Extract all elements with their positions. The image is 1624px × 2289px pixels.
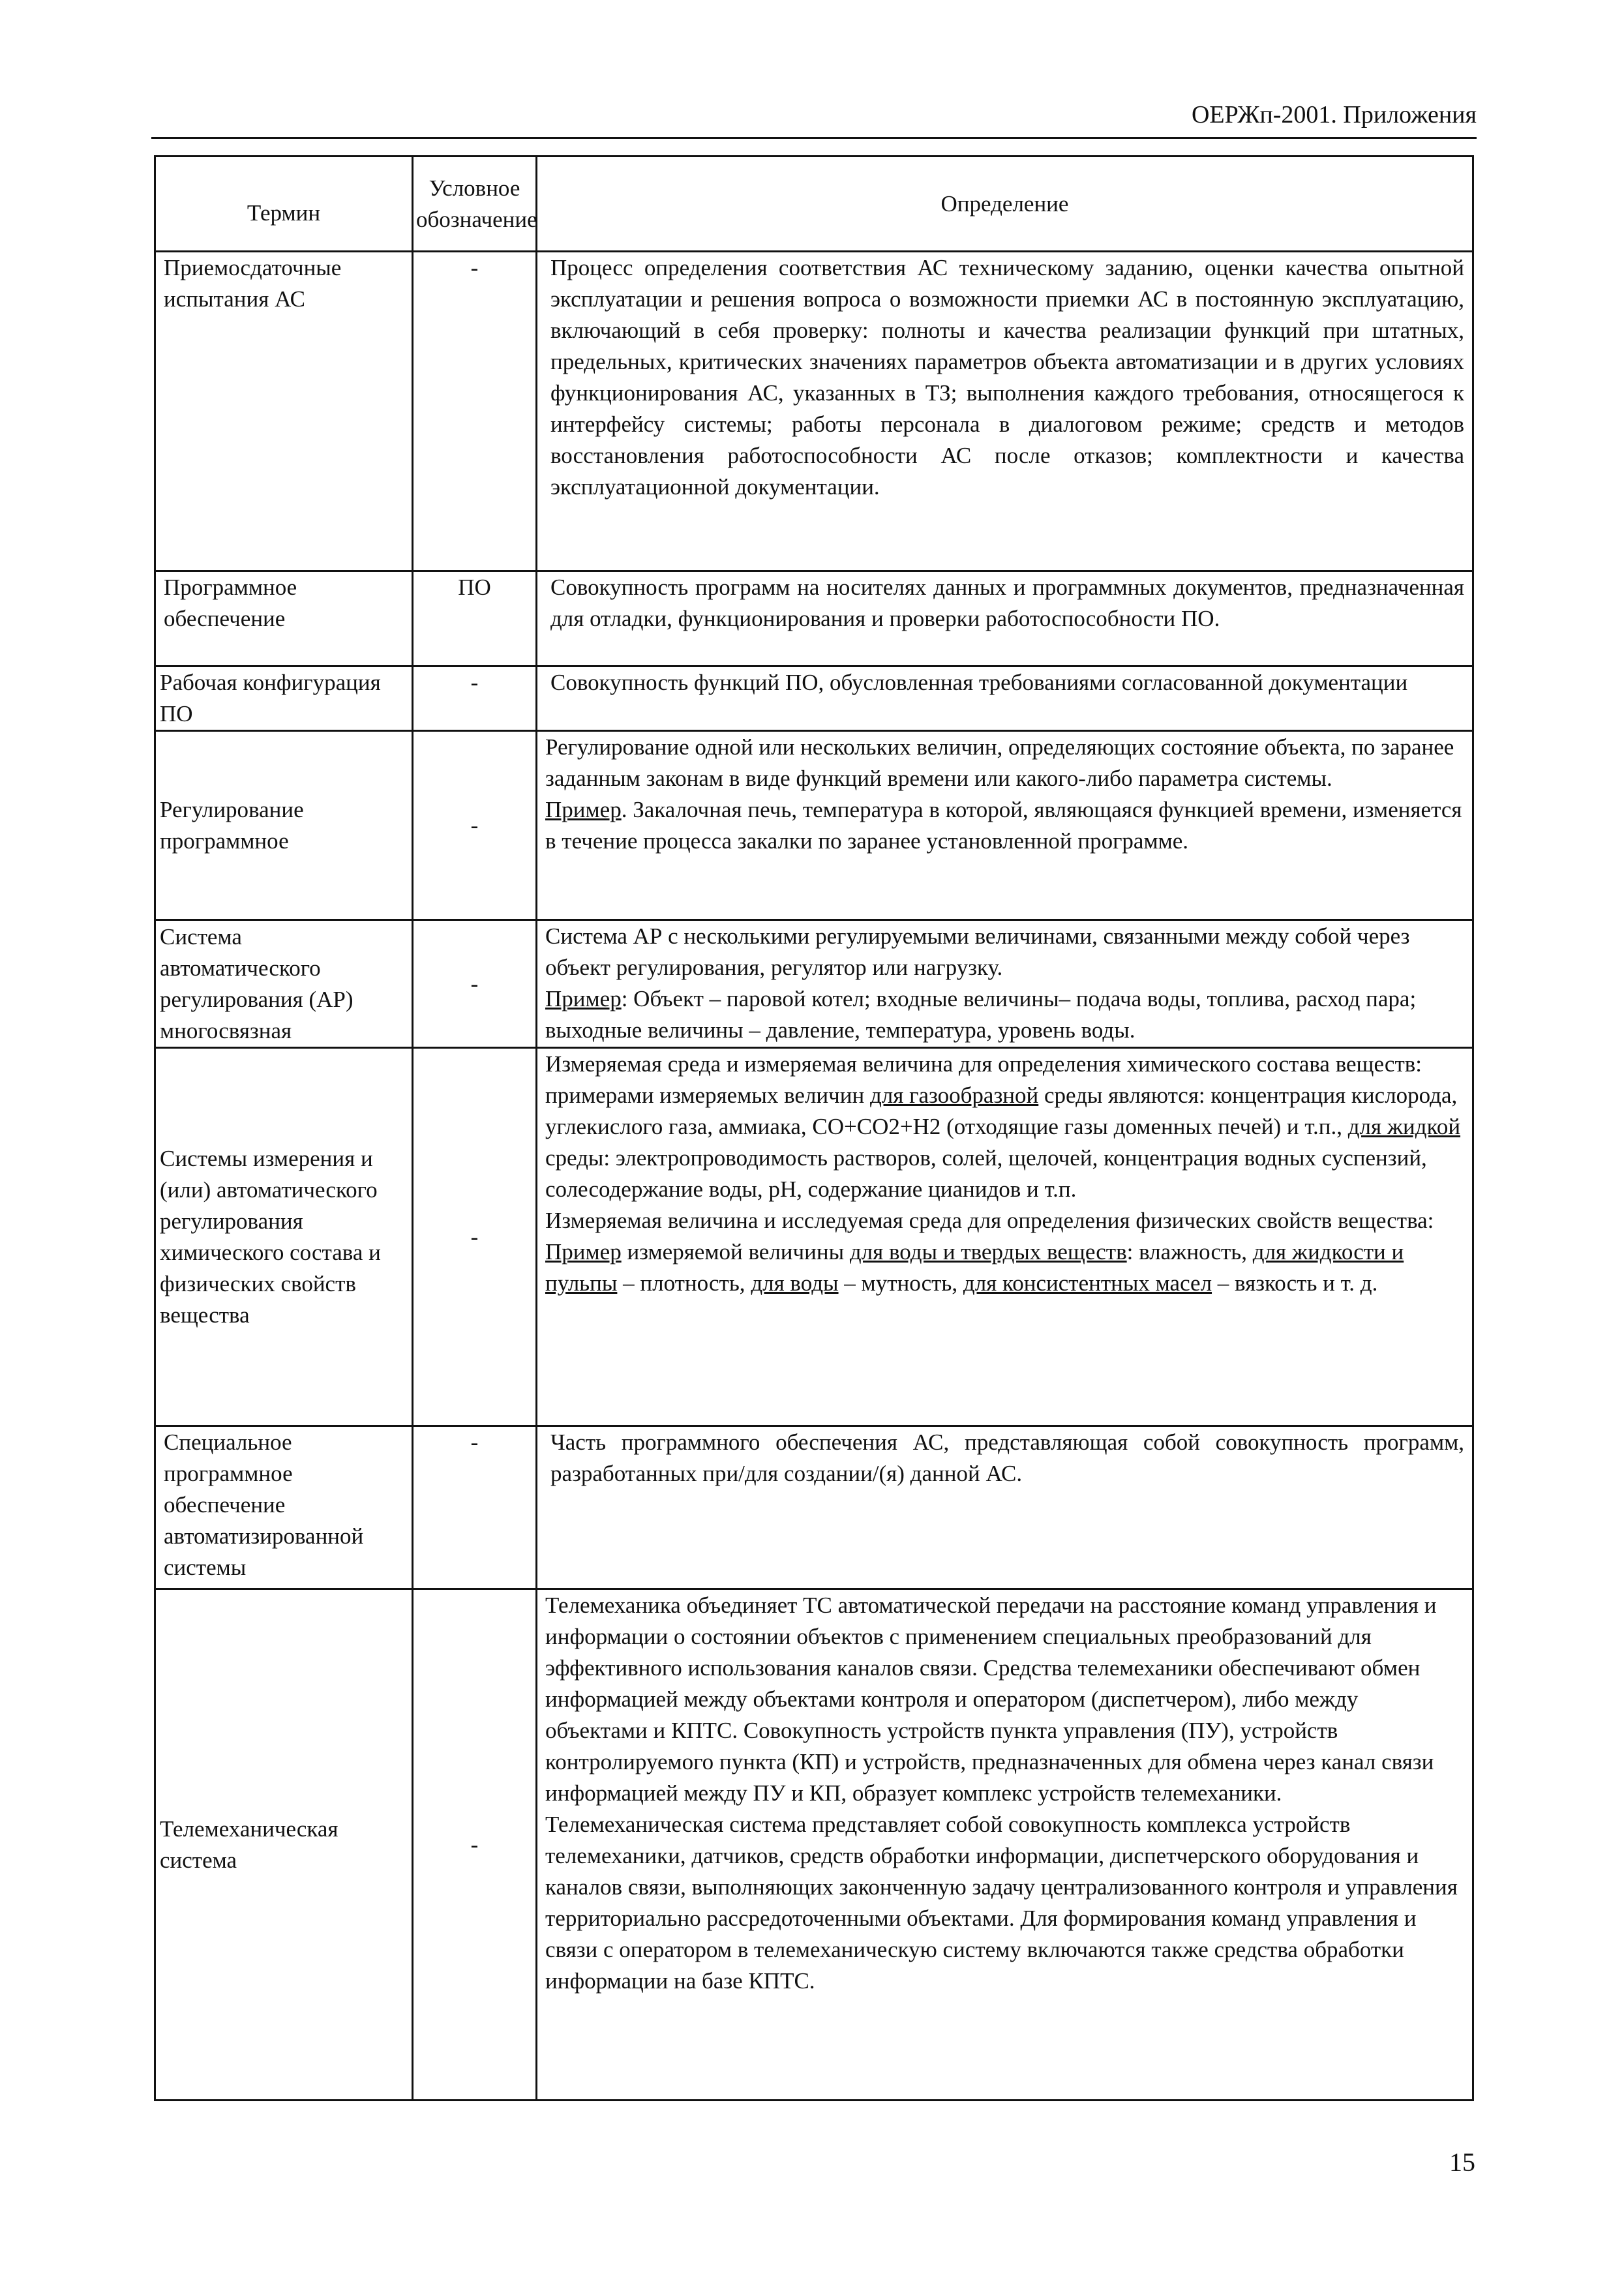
header-definition: Определение <box>537 157 1473 252</box>
term-cell: Телемеханическая система <box>155 1589 413 2101</box>
term-cell: Программное обеспечение <box>155 571 413 666</box>
definition-text: Система АР с несколькими регулируемыми величинами, связанными между собой через объект регулирования, регулятор или нагрузку. <box>545 923 1410 980</box>
definition-text: – мутность, <box>838 1270 963 1296</box>
definition-paragraph: Измеряемая среда и измеряемая величина для определения химического состава веществ: <box>545 1051 1422 1077</box>
definition-text: среды являются: концентрация кислорода, углекислого газа, аммиака, СО+СО2+Н2 (отходящие газы доменных печей) и т.п., <box>545 1083 1458 1139</box>
header-term: Термин <box>155 157 413 252</box>
definition-cell: Совокупность функций ПО, обусловленная требованиями согласованной документации <box>537 666 1473 731</box>
definition-cell <box>537 920 1473 1048</box>
abbr-cell: - <box>413 1048 537 1426</box>
definition-text: Регулирование одной или нескольких величин, определяющих состояние объекта, по заранее заданным законам в виде функций времени или какого-либо параметра системы. <box>545 734 1454 791</box>
term-cell: Система автоматического регулирования (АР) многосвязная <box>155 920 413 1048</box>
table-header-row <box>155 157 1473 252</box>
table-row <box>155 1426 1473 1589</box>
header-title: ОЕРЖп-2001. Приложения <box>1191 101 1477 128</box>
example-text: . Закалочная печь, температура в которой, являющаяся функцией времени, изменяется в течение процесса закалки по заранее установленной программе. <box>545 797 1462 854</box>
header-abbr: Условное обозначение <box>413 157 537 252</box>
table-row <box>155 1589 1473 2101</box>
abbr-cell: - <box>413 666 537 731</box>
example-label: Пример <box>545 797 622 822</box>
abbr-cell: - <box>413 731 537 920</box>
term-cell: Специальное программное обеспечение автоматизированной системы <box>155 1426 413 1589</box>
table-row <box>155 1048 1473 1426</box>
underlined-text: для газообразной <box>869 1083 1039 1108</box>
underlined-text: для жидкой <box>1347 1114 1461 1139</box>
definition-text: – вязкость и т. д. <box>1212 1270 1378 1296</box>
table-row <box>155 666 1473 731</box>
abbr-cell: - <box>413 1589 537 2101</box>
term-cell: Приемосдаточные испытания АС <box>155 252 413 571</box>
terms-table <box>154 155 1474 2101</box>
term-cell: Рабочая конфигурация ПО <box>155 666 413 731</box>
table-row <box>155 571 1473 666</box>
page-header <box>151 97 1477 139</box>
definition-text: среды: электропроводимость растворов, солей, щелочей, концентрация водных суспензий, солесодержание воды, pH, содержание цианидов и т.п. <box>545 1145 1427 1202</box>
definition-cell <box>537 731 1473 920</box>
underlined-text: для воды <box>751 1270 839 1296</box>
underlined-text: для воды и твердых веществ <box>849 1239 1127 1264</box>
table-row <box>155 920 1473 1048</box>
definition-cell: Часть программного обеспечения АС, представляющая собой совокупность программ, разработанных при/для создании/(я) данной АС. <box>537 1426 1473 1589</box>
abbr-cell: - <box>413 252 537 571</box>
abbr-cell: - <box>413 1426 537 1589</box>
underlined-text: для консистентных масел <box>963 1270 1212 1296</box>
term-cell: Регулирование программное <box>155 731 413 920</box>
table-row <box>155 252 1473 571</box>
underlined-text: для жидкости и пульпы <box>545 1239 1404 1296</box>
example-label: Пример <box>545 1239 622 1264</box>
definition-text: примерами измеряемых величин <box>545 1083 870 1108</box>
definition-paragraph: Измеряемая величина и исследуемая среда для определения физических свойств вещества: <box>545 1208 1434 1233</box>
page-number: 15 <box>1449 2147 1475 2177</box>
abbr-cell: ПО <box>413 571 537 666</box>
definition-text: : влажность, <box>1126 1239 1253 1264</box>
table-row <box>155 731 1473 920</box>
definition-cell: Процесс определения соответствия АС техническому заданию, оценки качества опытной эксплуатации и решения вопроса о возможности приемки АС в постоянную эксплуатацию, включающий в себя проверку: полноты и качества реализации функций при штатных, предельных, критических значениях параметров объекта автоматизации и в других условиях функционирования АС, указанных в ТЗ; выполнения каждого требования, относящегося к интерфейсу системы; работы персонала в диалоговом режиме; средств и методов восстановления работоспособности АС после отказов; комплектности и качества эксплуатационной документации. <box>537 252 1473 571</box>
example-label: Пример <box>545 986 622 1011</box>
definition-text: – плотность, <box>617 1270 751 1296</box>
definition-cell: Телемеханика объединяет ТС автоматической передачи на расстояние команд управления и информации о состоянии объектов с применением специальных преобразований для эффективного использования каналов связи. Средства телемеханики обеспечивают обмен информацией между объектами контроля и оператором (диспетчером), либо между объектами и КПТС. Совокупность устройств пункта управления (ПУ), устройств контролируемого пункта (КП) и устройств, предназначенных для обмена через канал связи информацией между ПУ и КП, образует комплекс устройств телемеханики. Телемеханическая система представляет собой совокупность комплекса устройств телемеханики, датчиков, средств обработки информации, диспетчерского оборудования и каналов связи, выполняющих законченную задачу централизованного контроля и управления территориально рассредоточенными объектами. Для формирования команд управления и связи с оператором в телемеханическую систему включаются также средства обработки информации на базе КПТС. <box>537 1589 1473 2101</box>
definition-text: измеряемой величины <box>621 1239 850 1264</box>
definition-cell <box>537 1048 1473 1426</box>
example-text: : Объект – паровой котел; входные величины– подача воды, топлива, расход пара; выходные величины – давление, температура, уровень воды. <box>545 986 1417 1043</box>
term-cell: Системы измерения и (или) автоматического регулирования химического состава и физических свойств вещества <box>155 1048 413 1426</box>
definition-cell: Совокупность программ на носителях данных и программных документов, предназначенная для отладки, функционирования и проверки работоспособности ПО. <box>537 571 1473 666</box>
abbr-cell: - <box>413 920 537 1048</box>
